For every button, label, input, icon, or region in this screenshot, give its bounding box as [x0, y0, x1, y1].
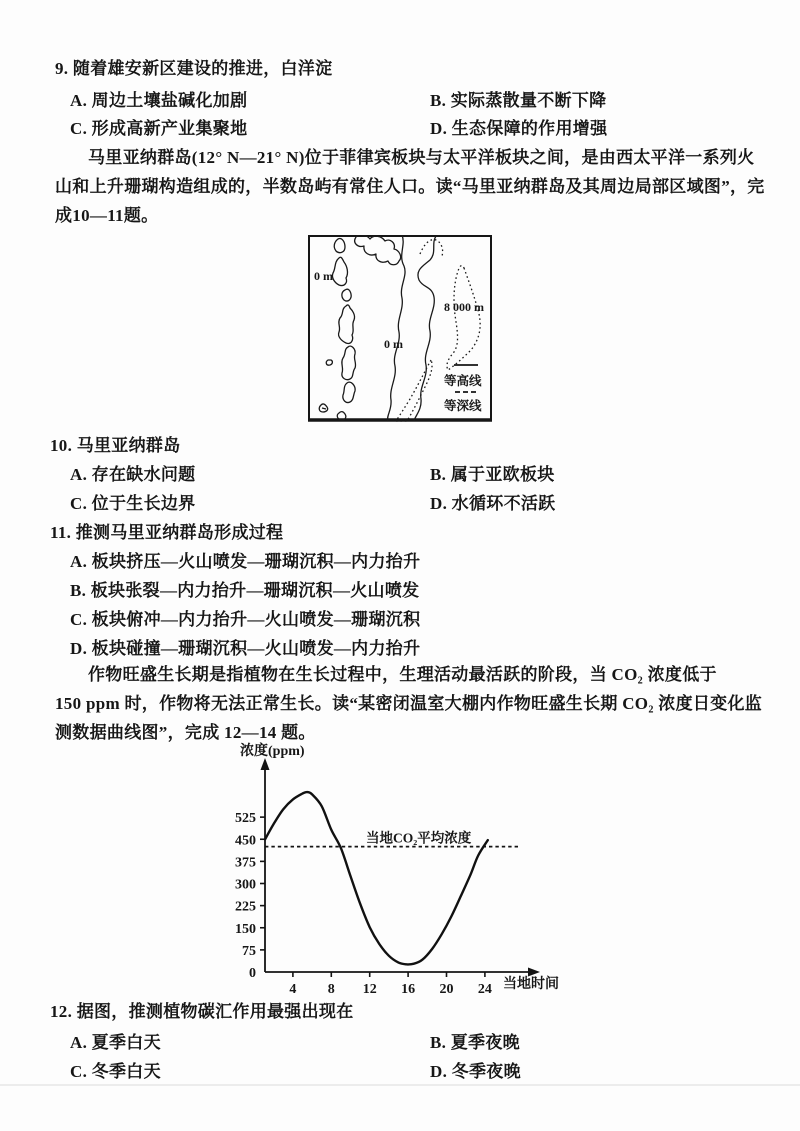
legend-isobath-label: 等深线 — [444, 399, 482, 413]
question-11-stem: 11. 推测马里亚纳群岛形成过程 — [50, 523, 284, 542]
question-10-option-d: D. 水循环不活跃 — [430, 494, 556, 513]
x-tick-label: 8 — [327, 982, 335, 997]
question-11-option-d: D. 板块碰撞—珊瑚沉积—火山喷发—内力抬升 — [70, 639, 421, 658]
y-tick-label: 75 — [242, 943, 256, 959]
question-10-option-a: A. 存在缺水问题 — [70, 465, 196, 484]
question-12-option-b: B. 夏季夜晚 — [430, 1033, 520, 1052]
question-11-option-b: B. 板块张裂—内力抬升—珊瑚沉积—火山喷发 — [70, 581, 420, 600]
question-12-stem: 12. 据图，推测植物碳汇作用最强出现在 — [50, 1002, 354, 1021]
question-12-option-d: D. 冬季夜晚 — [430, 1062, 521, 1081]
y-axis-arrow-icon — [261, 758, 270, 770]
legend-contour-label: 等高线 — [444, 374, 482, 388]
depth-label-trench: 8 000 m — [444, 300, 484, 314]
x-tick-label: 4 — [289, 982, 297, 997]
question-12-option-c: C. 冬季白天 — [70, 1062, 161, 1081]
question-10-option-c: C. 位于生长边界 — [70, 494, 196, 513]
x-tick-label: 16 — [401, 982, 416, 997]
y-tick-label: 300 — [235, 877, 256, 893]
x-tick-label: 20 — [439, 982, 454, 997]
question-10-option-b: B. 属于亚欧板块 — [430, 465, 555, 484]
passage-co2-line-3: 测数据曲线图”，完成 12—14 题。 — [55, 723, 316, 742]
chart-x-axis-label: 当地时间 — [503, 977, 559, 992]
question-10-stem: 10. 马里亚纳群岛 — [50, 436, 181, 455]
y-tick-label: 150 — [235, 921, 256, 937]
y-tick-label: 450 — [235, 833, 256, 849]
trench-isobaths — [396, 240, 480, 421]
question-11-option-a: A. 板块挤压—火山喷发—珊瑚沉积—内力抬升 — [70, 552, 421, 571]
x-tick-label: 12 — [362, 982, 377, 997]
co2-concentration-chart — [210, 742, 565, 1004]
question-9-option-c: C. 形成高新产业集聚地 — [70, 119, 248, 138]
chart-y-axis-label: 浓度(ppm) — [240, 744, 305, 759]
question-9-option-a: A. 周边土壤盐碱化加剧 — [70, 91, 248, 110]
x-axis-arrow-icon — [528, 968, 540, 977]
question-9-option-d: D. 生态保障的作用增强 — [430, 119, 608, 138]
map-legend — [444, 365, 482, 413]
passage-co2-line-2: 150 ppm 时，作物将无法正常生长。读“某密闭温室大棚内作物旺盛生长期 CO₂ 浓度日变化监 — [55, 694, 763, 713]
co2-curve — [265, 792, 488, 964]
question-12-option-a: A. 夏季白天 — [70, 1033, 161, 1052]
y-tick-label: 0 — [249, 966, 256, 981]
elevation-label-center: 0 m — [384, 337, 403, 351]
passage-mariana-line-3: 成10—11题。 — [55, 206, 159, 225]
question-9-stem: 9. 随着雄安新区建设的推进，白洋淀 — [55, 59, 333, 78]
y-tick-label: 375 — [235, 855, 256, 871]
island-contours — [319, 235, 436, 421]
avg-co2-line-label: 当地CO₂平均浓度 — [366, 830, 472, 846]
question-9-option-b: B. 实际蒸散量不断下降 — [430, 91, 607, 110]
y-tick-label: 525 — [235, 811, 256, 827]
question-11-option-c: C. 板块俯冲—内力抬升—火山喷发—珊瑚沉积 — [70, 610, 421, 629]
y-tick-label: 225 — [235, 899, 256, 915]
passage-co2-line-1: 作物旺盛生长期是指植物在生长过程中，生理活动最活跃的阶段，当 CO₂ 浓度低于 — [88, 665, 717, 684]
passage-mariana-line-2: 山和上升珊瑚构造组成的，半数岛屿有常住人口。读“马里亚纳群岛及其周边局部区域图”，完 — [55, 177, 765, 196]
x-tick-label: 24 — [477, 982, 492, 997]
scan-edge-line — [0, 1084, 800, 1086]
elevation-label-left: 0 m — [314, 269, 333, 283]
mariana-map-figure — [308, 235, 492, 422]
passage-mariana-line-1: 马里亚纳群岛(12° N—21° N)位于菲律宾板块与太平洋板块之间，是由西太平洋一系列火 — [88, 148, 755, 167]
